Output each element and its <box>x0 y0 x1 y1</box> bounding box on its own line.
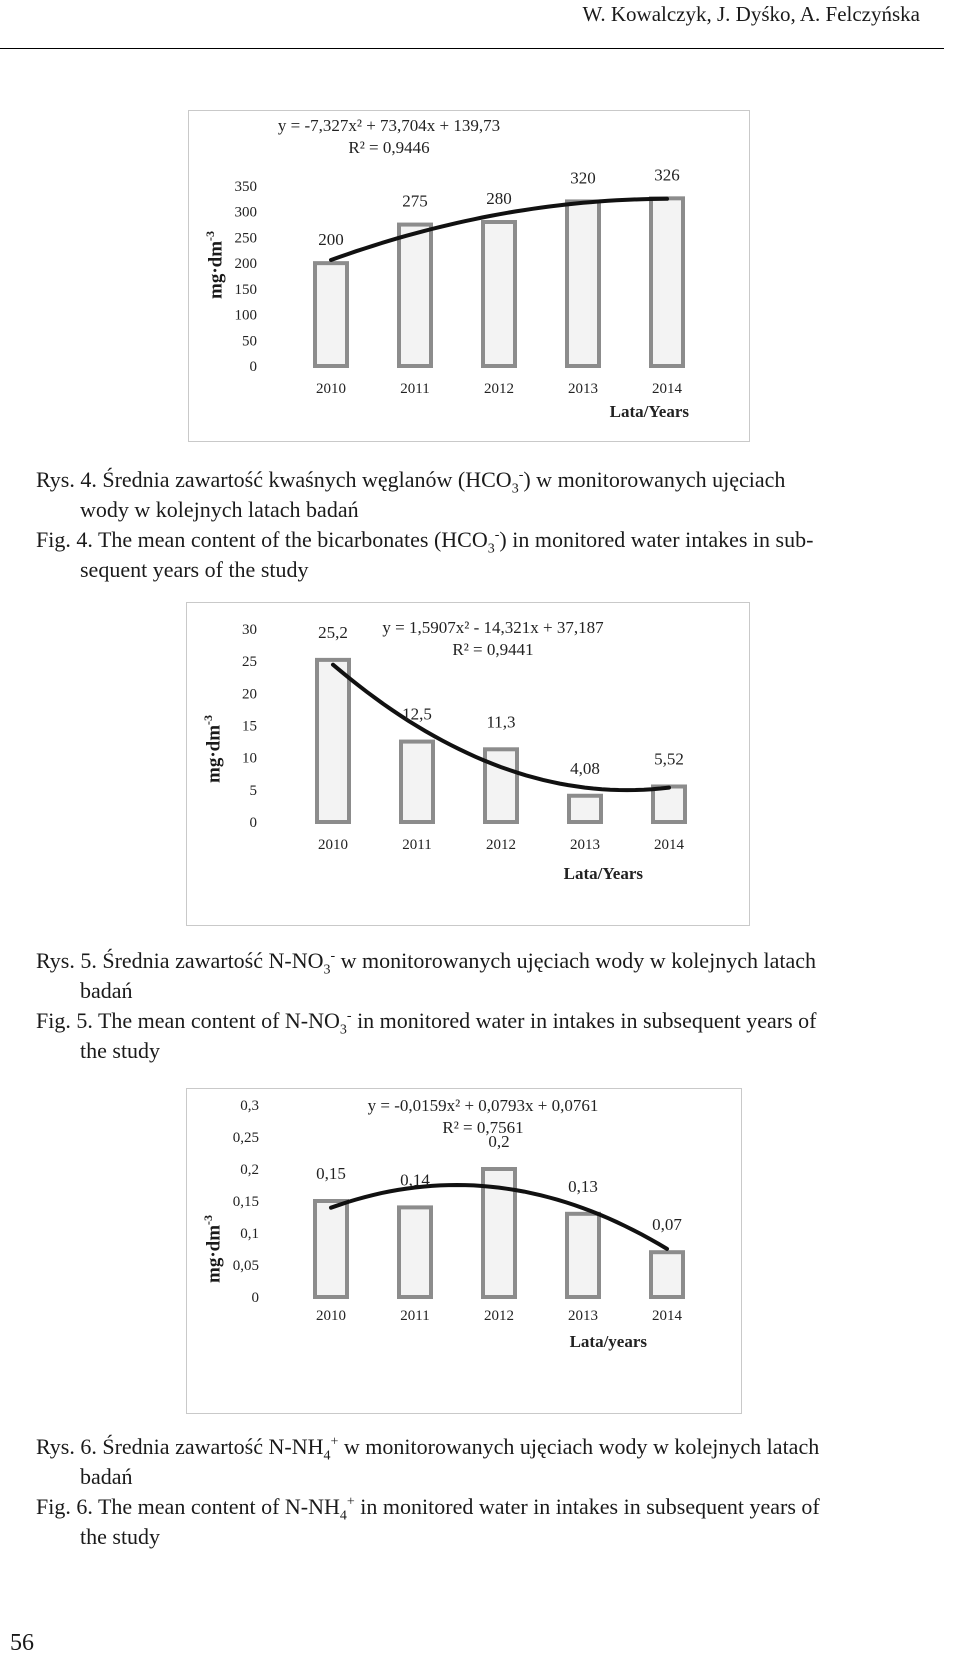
bar <box>569 796 601 822</box>
x-tick-label: 2011 <box>402 837 432 853</box>
y-tick-label: 0,1 <box>240 1226 259 1242</box>
data-label: 0,2 <box>488 1132 510 1151</box>
y-tick-label: 50 <box>242 333 257 350</box>
x-tick-label: 2014 <box>654 837 684 853</box>
caption-en: Fig. 4. The mean content of the bicarbonates $(HCO_3^-)$ in monitored water intakes in sub- sequent years of the study <box>36 527 814 582</box>
y-tick-label: 15 <box>242 718 257 735</box>
data-label: 0,13 <box>568 1176 598 1196</box>
header-rule <box>0 48 944 49</box>
x-tick-label: 2010 <box>316 1308 346 1324</box>
data-label: 4,08 <box>570 758 600 778</box>
y-tick-label: 0,3 <box>240 1098 259 1114</box>
caption-en: Fig. 6. The mean content of $N-NH_4^+$ in monitored water in intakes in subsequent years of the study <box>36 1494 820 1549</box>
bar <box>315 1201 347 1297</box>
x-tick-label: 2011 <box>400 381 430 397</box>
bar <box>567 1214 599 1297</box>
running-header-authors: W. Kowalczyk, J. Dyśko, A. Felczyńska <box>582 2 920 26</box>
x-tick-label: 2014 <box>652 381 682 397</box>
data-label: 0,14 <box>400 1170 430 1190</box>
page-number: 56 <box>10 1630 34 1656</box>
x-tick-label: 2011 <box>400 1308 430 1324</box>
bar <box>651 198 683 366</box>
trendline-equation: y = -0,0159x² + 0,0793x + 0,0761 <box>367 1096 599 1115</box>
y-tick-label: 0,2 <box>240 1162 259 1178</box>
x-tick-label: 2014 <box>652 1308 682 1324</box>
y-tick-label: 5 <box>249 782 257 799</box>
data-label: 5,52 <box>654 749 684 769</box>
y-tick-label: 300 <box>234 204 257 221</box>
x-axis-title: Lata/Years <box>609 402 689 421</box>
y-tick-label: 0,05 <box>232 1258 259 1274</box>
y-tick-label: 0 <box>249 359 257 375</box>
x-axis-title: Lata/years <box>569 1332 647 1351</box>
chart-ammonium <box>186 1088 742 1414</box>
x-tick-label: 2012 <box>484 381 514 397</box>
caption-en: Fig. 5. The mean content of $N-NO_3^-$ in monitored water in intakes in subsequent years of the study <box>36 1008 817 1063</box>
chart-nitrate <box>186 602 750 926</box>
chart-svg <box>187 603 751 927</box>
y-tick-label: 200 <box>234 256 257 273</box>
x-tick-label: 2013 <box>568 381 598 397</box>
trendline-r-squared: R² = 0,7561 <box>442 1118 524 1137</box>
bar <box>653 786 685 822</box>
caption-pl: Rys. 6. Średnia zawartość $N-NH_4^+$ w monitorowanych ujęciach wody w kolejnych latach badań <box>36 1434 820 1489</box>
data-label: 280 <box>486 189 512 208</box>
y-tick-label: 100 <box>234 307 257 324</box>
y-tick-label: 0 <box>249 815 257 831</box>
bar <box>317 660 349 822</box>
data-label: 11,3 <box>486 712 516 732</box>
x-tick-label: 2013 <box>568 1308 598 1324</box>
bar <box>485 749 517 822</box>
caption-pl: Rys. 4. Średnia zawartość kwaśnych węglanów $(HCO_3^-)$ w monitorowanych ujęciach wody w kolejnych latach badań <box>36 467 786 522</box>
data-label: 0,07 <box>652 1215 682 1235</box>
x-tick-label: 2010 <box>316 381 346 397</box>
y-tick-label: 350 <box>234 179 257 195</box>
trendline-r-squared: R² = 0,9441 <box>452 640 534 659</box>
data-label: 326 <box>654 165 680 185</box>
chart-svg <box>189 111 751 443</box>
y-tick-label: 30 <box>242 622 257 638</box>
chart-bicarbonates <box>188 110 750 442</box>
bar <box>399 225 431 366</box>
bar <box>567 201 599 366</box>
caption-rys-5 <box>36 946 946 1066</box>
y-axis-label: $mg\cdot dm^{-3}$ <box>201 714 225 783</box>
x-tick-label: 2012 <box>486 837 516 853</box>
y-tick-label: 250 <box>234 230 257 247</box>
data-label: 320 <box>570 168 596 188</box>
y-tick-label: 25 <box>242 654 257 671</box>
bar <box>399 1207 431 1297</box>
x-tick-label: 2012 <box>484 1308 514 1324</box>
caption-rys-4 <box>36 465 946 585</box>
y-tick-label: 10 <box>242 750 257 767</box>
bar <box>483 222 515 366</box>
y-tick-label: 150 <box>234 281 257 298</box>
chart-svg <box>187 1089 743 1415</box>
bar <box>401 742 433 822</box>
y-axis-label: $mg\cdot dm^{-3}$ <box>203 230 227 299</box>
trendline-r-squared: R² = 0,9446 <box>348 138 430 157</box>
y-axis-label: $mg\cdot dm^{-3}$ <box>201 1214 225 1283</box>
caption-pl: Rys. 5. Średnia zawartość $N-NO_3^-$ w monitorowanych ujęciach wody w kolejnych latach badań <box>36 948 816 1003</box>
caption-rys-6 <box>36 1432 946 1552</box>
data-label: 200 <box>318 230 344 250</box>
y-tick-label: 0,15 <box>232 1194 259 1210</box>
x-axis-title: Lata/Years <box>563 864 643 883</box>
data-label: 12,5 <box>402 704 432 724</box>
data-label: 275 <box>402 191 428 211</box>
data-label: 25,2 <box>318 622 348 642</box>
bar <box>651 1252 683 1297</box>
y-tick-label: 20 <box>242 686 257 703</box>
data-label: 0,15 <box>316 1164 346 1183</box>
trendline-equation: y = 1,5907x² - 14,321x + 37,187 <box>382 618 604 637</box>
x-tick-label: 2013 <box>570 837 600 853</box>
trendline-equation: y = -7,327x² + 73,704x + 139,73 <box>277 116 501 135</box>
x-tick-label: 2010 <box>318 837 348 853</box>
bar <box>315 263 347 366</box>
y-tick-label: 0,25 <box>232 1130 259 1146</box>
y-tick-label: 0 <box>251 1290 259 1306</box>
